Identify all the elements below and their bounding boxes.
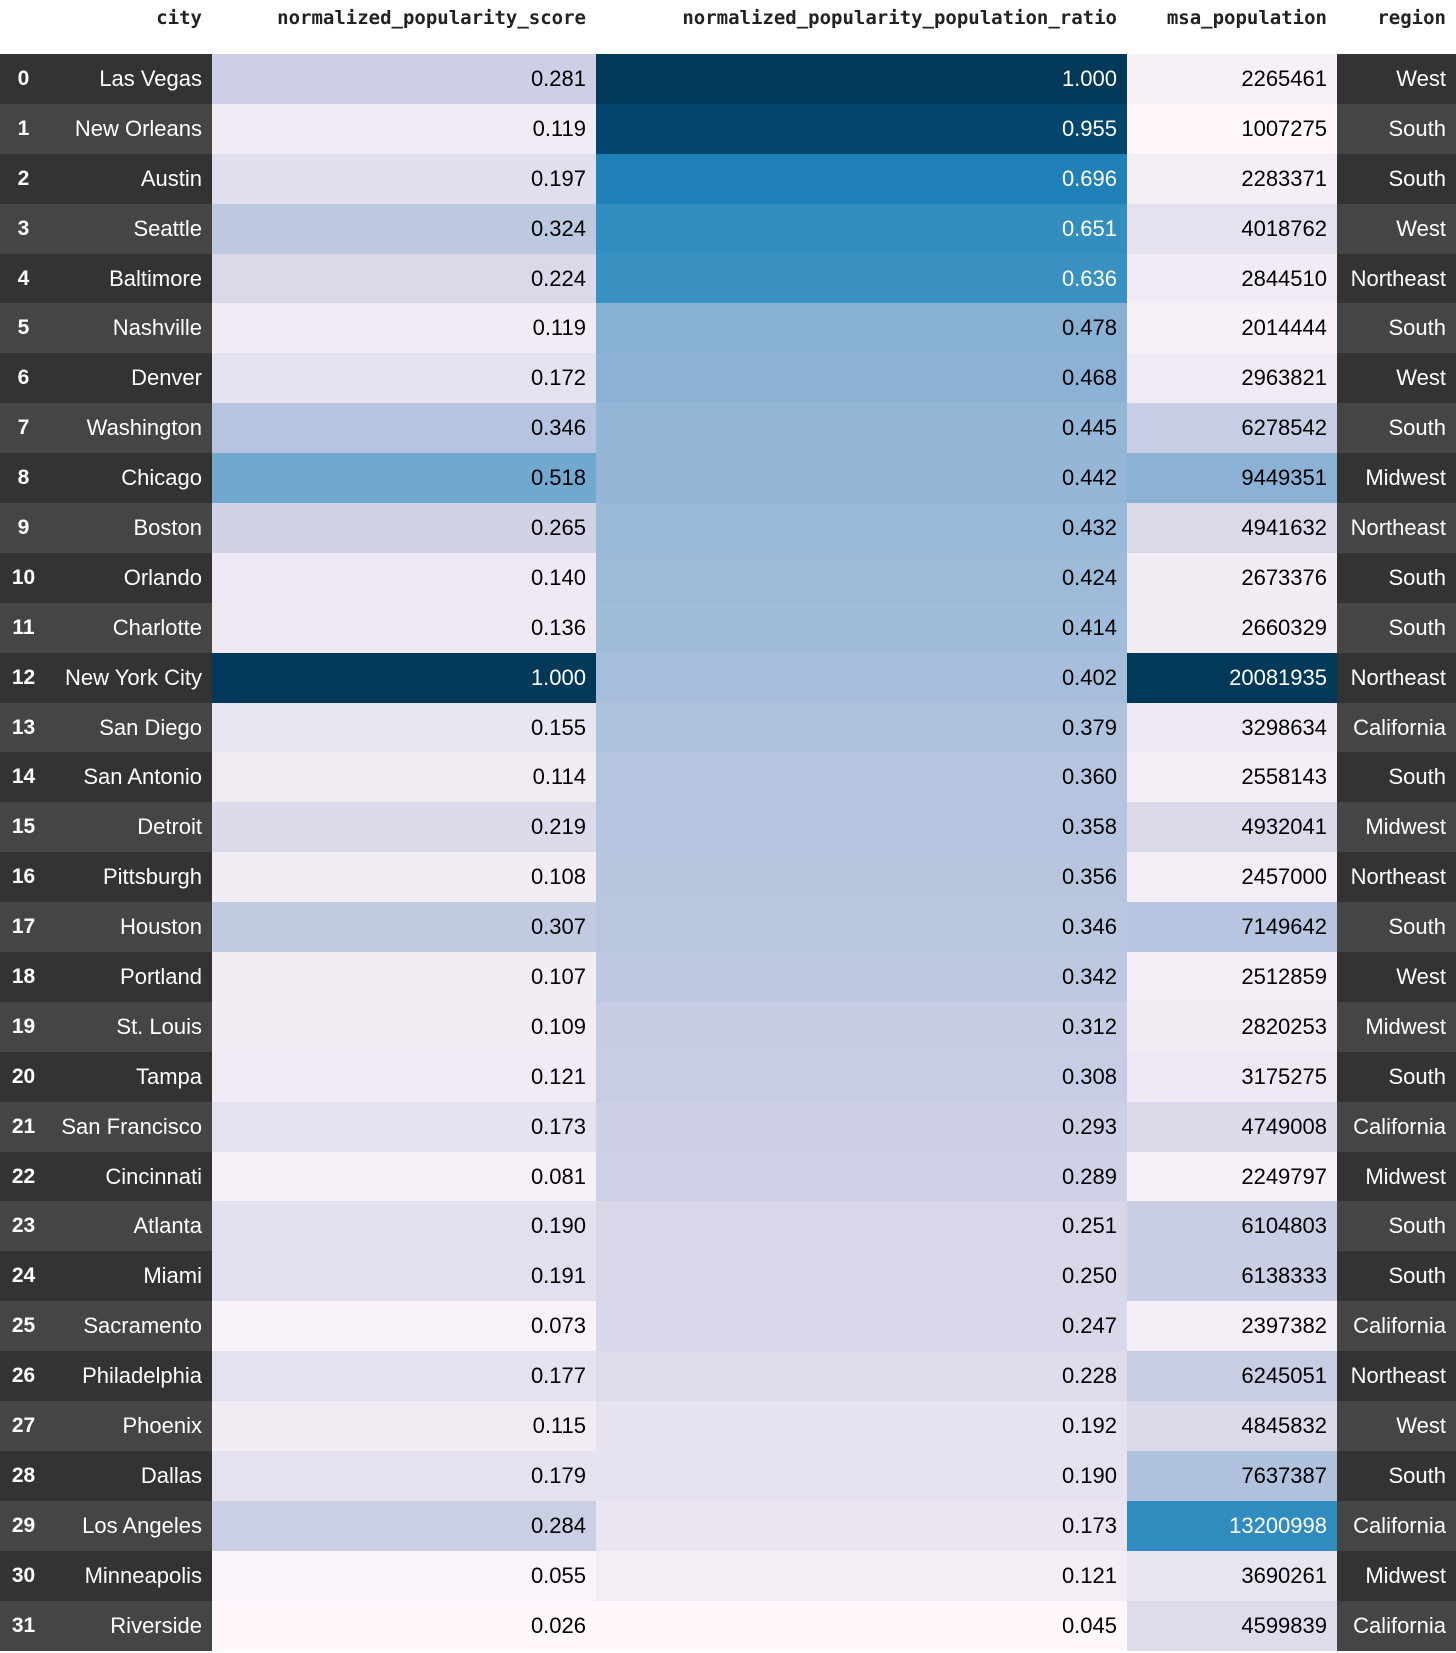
ratio-cell: 0.468 xyxy=(596,353,1127,403)
region-cell: South xyxy=(1337,104,1456,154)
city-cell: Sacramento xyxy=(47,1301,212,1351)
region-cell: West xyxy=(1337,54,1456,104)
region-cell: South xyxy=(1337,303,1456,353)
ratio-cell: 0.121 xyxy=(596,1551,1127,1601)
ratio-cell: 0.358 xyxy=(596,802,1127,852)
score-cell: 0.518 xyxy=(212,453,596,503)
city-cell: New Orleans xyxy=(47,104,212,154)
city-cell: Dallas xyxy=(47,1451,212,1501)
table-row xyxy=(0,204,1456,254)
header-row xyxy=(0,0,1456,54)
city-cell: Nashville xyxy=(47,303,212,353)
row-index: 16 xyxy=(0,852,47,902)
ratio-cell: 0.478 xyxy=(596,303,1127,353)
score-cell: 0.119 xyxy=(212,303,596,353)
population-cell: 7637387 xyxy=(1127,1451,1337,1501)
population-cell: 4018762 xyxy=(1127,204,1337,254)
city-cell: San Antonio xyxy=(47,752,212,802)
region-cell: Northeast xyxy=(1337,1351,1456,1401)
table-row xyxy=(0,1551,1456,1601)
city-cell: Boston xyxy=(47,503,212,553)
ratio-header: normalized_popularity_population_ratio xyxy=(596,0,1127,54)
population-cell: 1007275 xyxy=(1127,104,1337,154)
city-cell: St. Louis xyxy=(47,1002,212,1052)
region-cell: Northeast xyxy=(1337,653,1456,703)
city-cell: Miami xyxy=(47,1251,212,1301)
population-cell: 2265461 xyxy=(1127,54,1337,104)
ratio-cell: 0.402 xyxy=(596,653,1127,703)
score-cell: 0.073 xyxy=(212,1301,596,1351)
population-cell: 13200998 xyxy=(1127,1501,1337,1551)
table-row xyxy=(0,703,1456,753)
row-index: 10 xyxy=(0,553,47,603)
table-row xyxy=(0,1601,1456,1651)
row-index: 29 xyxy=(0,1501,47,1551)
city-cell: Portland xyxy=(47,952,212,1002)
score-cell: 0.197 xyxy=(212,154,596,204)
score-header: normalized_popularity_score xyxy=(212,0,596,54)
table-row xyxy=(0,1301,1456,1351)
score-cell: 0.324 xyxy=(212,204,596,254)
row-index: 23 xyxy=(0,1201,47,1251)
city-cell: Denver xyxy=(47,353,212,403)
ratio-cell: 0.379 xyxy=(596,703,1127,753)
region-cell: Midwest xyxy=(1337,802,1456,852)
row-index: 27 xyxy=(0,1401,47,1451)
score-cell: 0.136 xyxy=(212,603,596,653)
ratio-cell: 0.424 xyxy=(596,553,1127,603)
city-header: city xyxy=(47,0,212,54)
row-index: 14 xyxy=(0,752,47,802)
ratio-cell: 0.250 xyxy=(596,1251,1127,1301)
population-cell: 2397382 xyxy=(1127,1301,1337,1351)
city-cell: Detroit xyxy=(47,802,212,852)
ratio-cell: 0.696 xyxy=(596,154,1127,204)
ratio-cell: 0.228 xyxy=(596,1351,1127,1401)
score-cell: 0.107 xyxy=(212,952,596,1002)
table-row xyxy=(0,1251,1456,1301)
table-body xyxy=(0,54,1456,1651)
row-index: 9 xyxy=(0,503,47,553)
population-cell: 2014444 xyxy=(1127,303,1337,353)
row-index: 13 xyxy=(0,703,47,753)
row-index: 17 xyxy=(0,902,47,952)
row-index: 19 xyxy=(0,1002,47,1052)
city-cell: Atlanta xyxy=(47,1201,212,1251)
region-cell: California xyxy=(1337,1301,1456,1351)
table-row xyxy=(0,254,1456,304)
region-cell: West xyxy=(1337,1401,1456,1451)
ratio-cell: 0.636 xyxy=(596,254,1127,304)
score-cell: 0.108 xyxy=(212,852,596,902)
ratio-cell: 0.432 xyxy=(596,503,1127,553)
ratio-cell: 0.192 xyxy=(596,1401,1127,1451)
row-index: 5 xyxy=(0,303,47,353)
city-cell: Baltimore xyxy=(47,254,212,304)
population-cell: 3175275 xyxy=(1127,1052,1337,1102)
ratio-cell: 0.955 xyxy=(596,104,1127,154)
row-index: 8 xyxy=(0,453,47,503)
region-cell: South xyxy=(1337,1201,1456,1251)
region-header: region xyxy=(1337,0,1456,54)
row-index: 0 xyxy=(0,54,47,104)
table-row xyxy=(0,1201,1456,1251)
city-cell: Phoenix xyxy=(47,1401,212,1451)
population-cell: 4941632 xyxy=(1127,503,1337,553)
table-row xyxy=(0,1102,1456,1152)
region-cell: South xyxy=(1337,154,1456,204)
population-cell: 2820253 xyxy=(1127,1002,1337,1052)
ratio-cell: 0.173 xyxy=(596,1501,1127,1551)
city-cell: Washington xyxy=(47,403,212,453)
city-cell: Orlando xyxy=(47,553,212,603)
population-cell: 4749008 xyxy=(1127,1102,1337,1152)
score-cell: 0.026 xyxy=(212,1601,596,1651)
ratio-cell: 0.251 xyxy=(596,1201,1127,1251)
city-cell: Philadelphia xyxy=(47,1351,212,1401)
score-cell: 0.055 xyxy=(212,1551,596,1601)
population-cell: 6138333 xyxy=(1127,1251,1337,1301)
table-row xyxy=(0,303,1456,353)
table-row xyxy=(0,802,1456,852)
population-cell: 4599839 xyxy=(1127,1601,1337,1651)
region-cell: Midwest xyxy=(1337,1551,1456,1601)
table-row xyxy=(0,353,1456,403)
city-cell: Houston xyxy=(47,902,212,952)
ratio-cell: 0.289 xyxy=(596,1152,1127,1202)
row-index: 26 xyxy=(0,1351,47,1401)
population-cell: 2963821 xyxy=(1127,353,1337,403)
table-row xyxy=(0,603,1456,653)
population-cell: 2558143 xyxy=(1127,752,1337,802)
ratio-cell: 0.445 xyxy=(596,403,1127,453)
city-cell: Riverside xyxy=(47,1601,212,1651)
city-cell: New York City xyxy=(47,653,212,703)
region-cell: Northeast xyxy=(1337,503,1456,553)
city-cell: Las Vegas xyxy=(47,54,212,104)
city-cell: Charlotte xyxy=(47,603,212,653)
ratio-cell: 0.045 xyxy=(596,1601,1127,1651)
score-cell: 0.224 xyxy=(212,254,596,304)
region-cell: Northeast xyxy=(1337,852,1456,902)
region-cell: California xyxy=(1337,1501,1456,1551)
city-cell: San Diego xyxy=(47,703,212,753)
table-row xyxy=(0,1351,1456,1401)
score-cell: 0.172 xyxy=(212,353,596,403)
ratio-cell: 0.190 xyxy=(596,1451,1127,1501)
ratio-cell: 0.247 xyxy=(596,1301,1127,1351)
score-cell: 0.173 xyxy=(212,1102,596,1152)
table-row xyxy=(0,653,1456,703)
score-cell: 0.346 xyxy=(212,403,596,453)
population-cell: 2673376 xyxy=(1127,553,1337,603)
row-index: 15 xyxy=(0,802,47,852)
row-index: 22 xyxy=(0,1152,47,1202)
row-index: 1 xyxy=(0,104,47,154)
score-cell: 0.190 xyxy=(212,1201,596,1251)
population-cell: 9449351 xyxy=(1127,453,1337,503)
ratio-cell: 0.346 xyxy=(596,902,1127,952)
city-cell: Cincinnati xyxy=(47,1152,212,1202)
index-header xyxy=(0,0,47,54)
table-header xyxy=(0,0,1456,54)
ratio-cell: 1.000 xyxy=(596,54,1127,104)
row-index: 28 xyxy=(0,1451,47,1501)
population-cell: 6245051 xyxy=(1127,1351,1337,1401)
table-row xyxy=(0,553,1456,603)
region-cell: South xyxy=(1337,403,1456,453)
table-row xyxy=(0,104,1456,154)
population-cell: 2249797 xyxy=(1127,1152,1337,1202)
population-cell: 2660329 xyxy=(1127,603,1337,653)
population-cell: 6104803 xyxy=(1127,1201,1337,1251)
region-cell: West xyxy=(1337,353,1456,403)
region-cell: South xyxy=(1337,1052,1456,1102)
region-cell: California xyxy=(1337,703,1456,753)
score-cell: 0.281 xyxy=(212,54,596,104)
population-cell: 6278542 xyxy=(1127,403,1337,453)
table-row xyxy=(0,952,1456,1002)
population-cell: 7149642 xyxy=(1127,902,1337,952)
score-cell: 0.284 xyxy=(212,1501,596,1551)
population-header: msa_population xyxy=(1127,0,1337,54)
city-cell: Chicago xyxy=(47,453,212,503)
region-cell: California xyxy=(1337,1601,1456,1651)
table-row xyxy=(0,453,1456,503)
table-row xyxy=(0,1152,1456,1202)
row-index: 31 xyxy=(0,1601,47,1651)
table-row xyxy=(0,503,1456,553)
population-cell: 3298634 xyxy=(1127,703,1337,753)
row-index: 18 xyxy=(0,952,47,1002)
population-cell: 4932041 xyxy=(1127,802,1337,852)
region-cell: South xyxy=(1337,553,1456,603)
row-index: 4 xyxy=(0,254,47,304)
region-cell: South xyxy=(1337,603,1456,653)
row-index: 20 xyxy=(0,1052,47,1102)
score-cell: 0.119 xyxy=(212,104,596,154)
region-cell: California xyxy=(1337,1102,1456,1152)
region-cell: Midwest xyxy=(1337,1152,1456,1202)
table-row xyxy=(0,852,1456,902)
score-cell: 1.000 xyxy=(212,653,596,703)
population-cell: 2844510 xyxy=(1127,254,1337,304)
ratio-cell: 0.414 xyxy=(596,603,1127,653)
city-cell: Tampa xyxy=(47,1052,212,1102)
ratio-cell: 0.293 xyxy=(596,1102,1127,1152)
row-index: 7 xyxy=(0,403,47,453)
region-cell: South xyxy=(1337,1451,1456,1501)
region-cell: South xyxy=(1337,902,1456,952)
score-cell: 0.121 xyxy=(212,1052,596,1102)
table-row xyxy=(0,752,1456,802)
ratio-cell: 0.360 xyxy=(596,752,1127,802)
ratio-cell: 0.442 xyxy=(596,453,1127,503)
score-cell: 0.155 xyxy=(212,703,596,753)
score-cell: 0.179 xyxy=(212,1451,596,1501)
population-cell: 2283371 xyxy=(1127,154,1337,204)
score-cell: 0.177 xyxy=(212,1351,596,1401)
table-row xyxy=(0,54,1456,104)
city-cell: San Francisco xyxy=(47,1102,212,1152)
population-cell: 3690261 xyxy=(1127,1551,1337,1601)
city-cell: Seattle xyxy=(47,204,212,254)
score-cell: 0.307 xyxy=(212,902,596,952)
score-cell: 0.081 xyxy=(212,1152,596,1202)
row-index: 6 xyxy=(0,353,47,403)
table-row xyxy=(0,1451,1456,1501)
population-cell: 20081935 xyxy=(1127,653,1337,703)
score-cell: 0.109 xyxy=(212,1002,596,1052)
row-index: 21 xyxy=(0,1102,47,1152)
score-cell: 0.140 xyxy=(212,553,596,603)
row-index: 3 xyxy=(0,204,47,254)
row-index: 30 xyxy=(0,1551,47,1601)
row-index: 25 xyxy=(0,1301,47,1351)
population-cell: 2512859 xyxy=(1127,952,1337,1002)
row-index: 2 xyxy=(0,154,47,204)
score-cell: 0.219 xyxy=(212,802,596,852)
row-index: 12 xyxy=(0,653,47,703)
ratio-cell: 0.308 xyxy=(596,1052,1127,1102)
region-cell: Midwest xyxy=(1337,1002,1456,1052)
table-row xyxy=(0,902,1456,952)
region-cell: Midwest xyxy=(1337,453,1456,503)
row-index: 24 xyxy=(0,1251,47,1301)
region-cell: Northeast xyxy=(1337,254,1456,304)
population-cell: 2457000 xyxy=(1127,852,1337,902)
ratio-cell: 0.342 xyxy=(596,952,1127,1002)
region-cell: West xyxy=(1337,204,1456,254)
score-cell: 0.191 xyxy=(212,1251,596,1301)
row-index: 11 xyxy=(0,603,47,653)
ratio-cell: 0.312 xyxy=(596,1002,1127,1052)
region-cell: West xyxy=(1337,952,1456,1002)
table-row xyxy=(0,403,1456,453)
ratio-cell: 0.651 xyxy=(596,204,1127,254)
region-cell: South xyxy=(1337,752,1456,802)
table-row xyxy=(0,1002,1456,1052)
score-cell: 0.265 xyxy=(212,503,596,553)
table-row xyxy=(0,154,1456,204)
region-cell: South xyxy=(1337,1251,1456,1301)
score-cell: 0.115 xyxy=(212,1401,596,1451)
population-cell: 4845832 xyxy=(1127,1401,1337,1451)
table-row xyxy=(0,1501,1456,1551)
city-cell: Minneapolis xyxy=(47,1551,212,1601)
score-cell: 0.114 xyxy=(212,752,596,802)
city-cell: Los Angeles xyxy=(47,1501,212,1551)
table-row xyxy=(0,1052,1456,1102)
city-cell: Austin xyxy=(47,154,212,204)
ratio-cell: 0.356 xyxy=(596,852,1127,902)
city-cell: Pittsburgh xyxy=(47,852,212,902)
table-row xyxy=(0,1401,1456,1451)
